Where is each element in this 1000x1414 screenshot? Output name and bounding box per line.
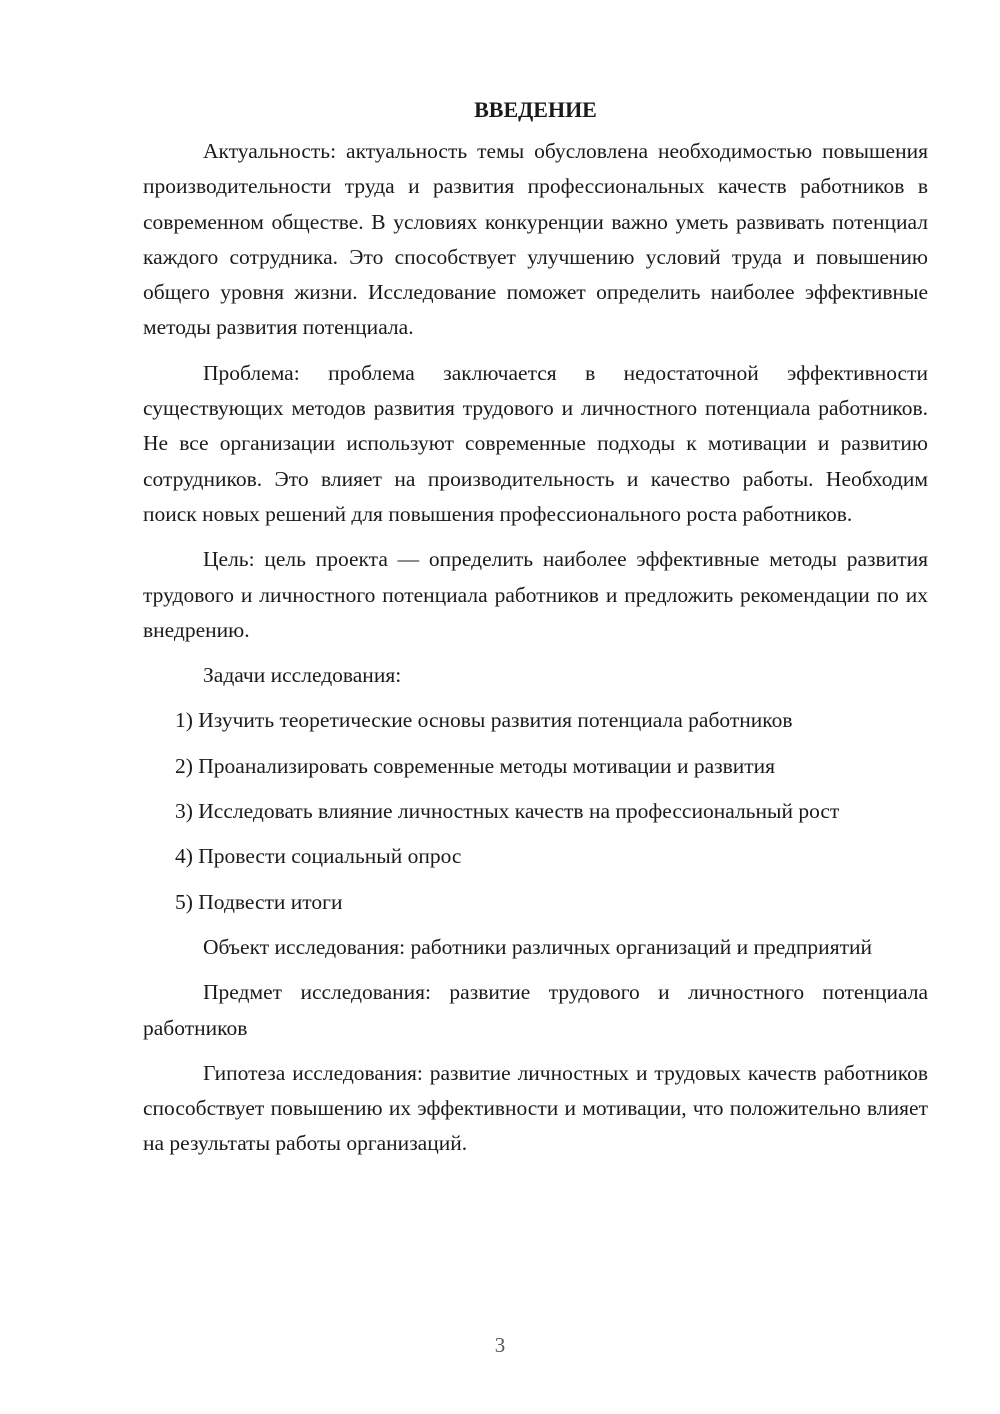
task-item-2: 2) Проанализировать современные методы мотивации и развития: [175, 753, 776, 778]
hypothesis-paragraph: Гипотеза исследования: развитие личностных и трудовых качеств работников способствует повышению их эффективности и мотивации, что положительно влияет на результаты работы организаций.: [143, 1060, 928, 1156]
subject-paragraph: Предмет исследования: развитие трудового и личностного потенциала работников: [143, 980, 928, 1040]
problem-paragraph: Проблема: проблема заключается в недостаточной эффективности существующих методов развития трудового и личностного потенциала работников. Не все организации используют современные подходы к мотивации и развитию сотрудников. Это влияет на производительность и качество работы. Необходим поиск новых решений для повышения профессионального роста работников.: [143, 360, 928, 526]
task-item-1: 1) Изучить теоретические основы развития потенциала работников: [175, 708, 793, 733]
goal-paragraph: Цель: цель проекта — определить наиболее эффективные методы развития трудового и личностного потенциала работников и предложить рекомендации по их внедрению.: [143, 547, 928, 642]
section-heading: ВВЕДЕНИЕ: [474, 97, 597, 122]
relevance-paragraph: Актуальность: актуальность темы обусловлена необходимостью повышения производительности труда и развития профессиональных качеств работников в современном обществе. В условиях конкуренции важно уметь развивать потенциал каждого сотрудника. Это способствует улучшению условий труда и повышению общего уровня жизни. Исследование поможет определить наиболее эффективные методы развития потенциала.: [143, 139, 928, 340]
task-item-3: 3) Исследовать влияние личностных качеств на профессиональный рост: [175, 799, 840, 824]
task-item-4: 4) Провести социальный опрос: [175, 844, 462, 869]
tasks-title: Задачи исследования:: [203, 663, 402, 688]
object-paragraph: Объект исследования: работники различных организаций и предприятий: [203, 934, 872, 959]
document-page: [143, 88, 928, 1162]
page-number: 3: [494, 1333, 506, 1357]
task-item-5: 5) Подвести итоги: [175, 889, 343, 914]
